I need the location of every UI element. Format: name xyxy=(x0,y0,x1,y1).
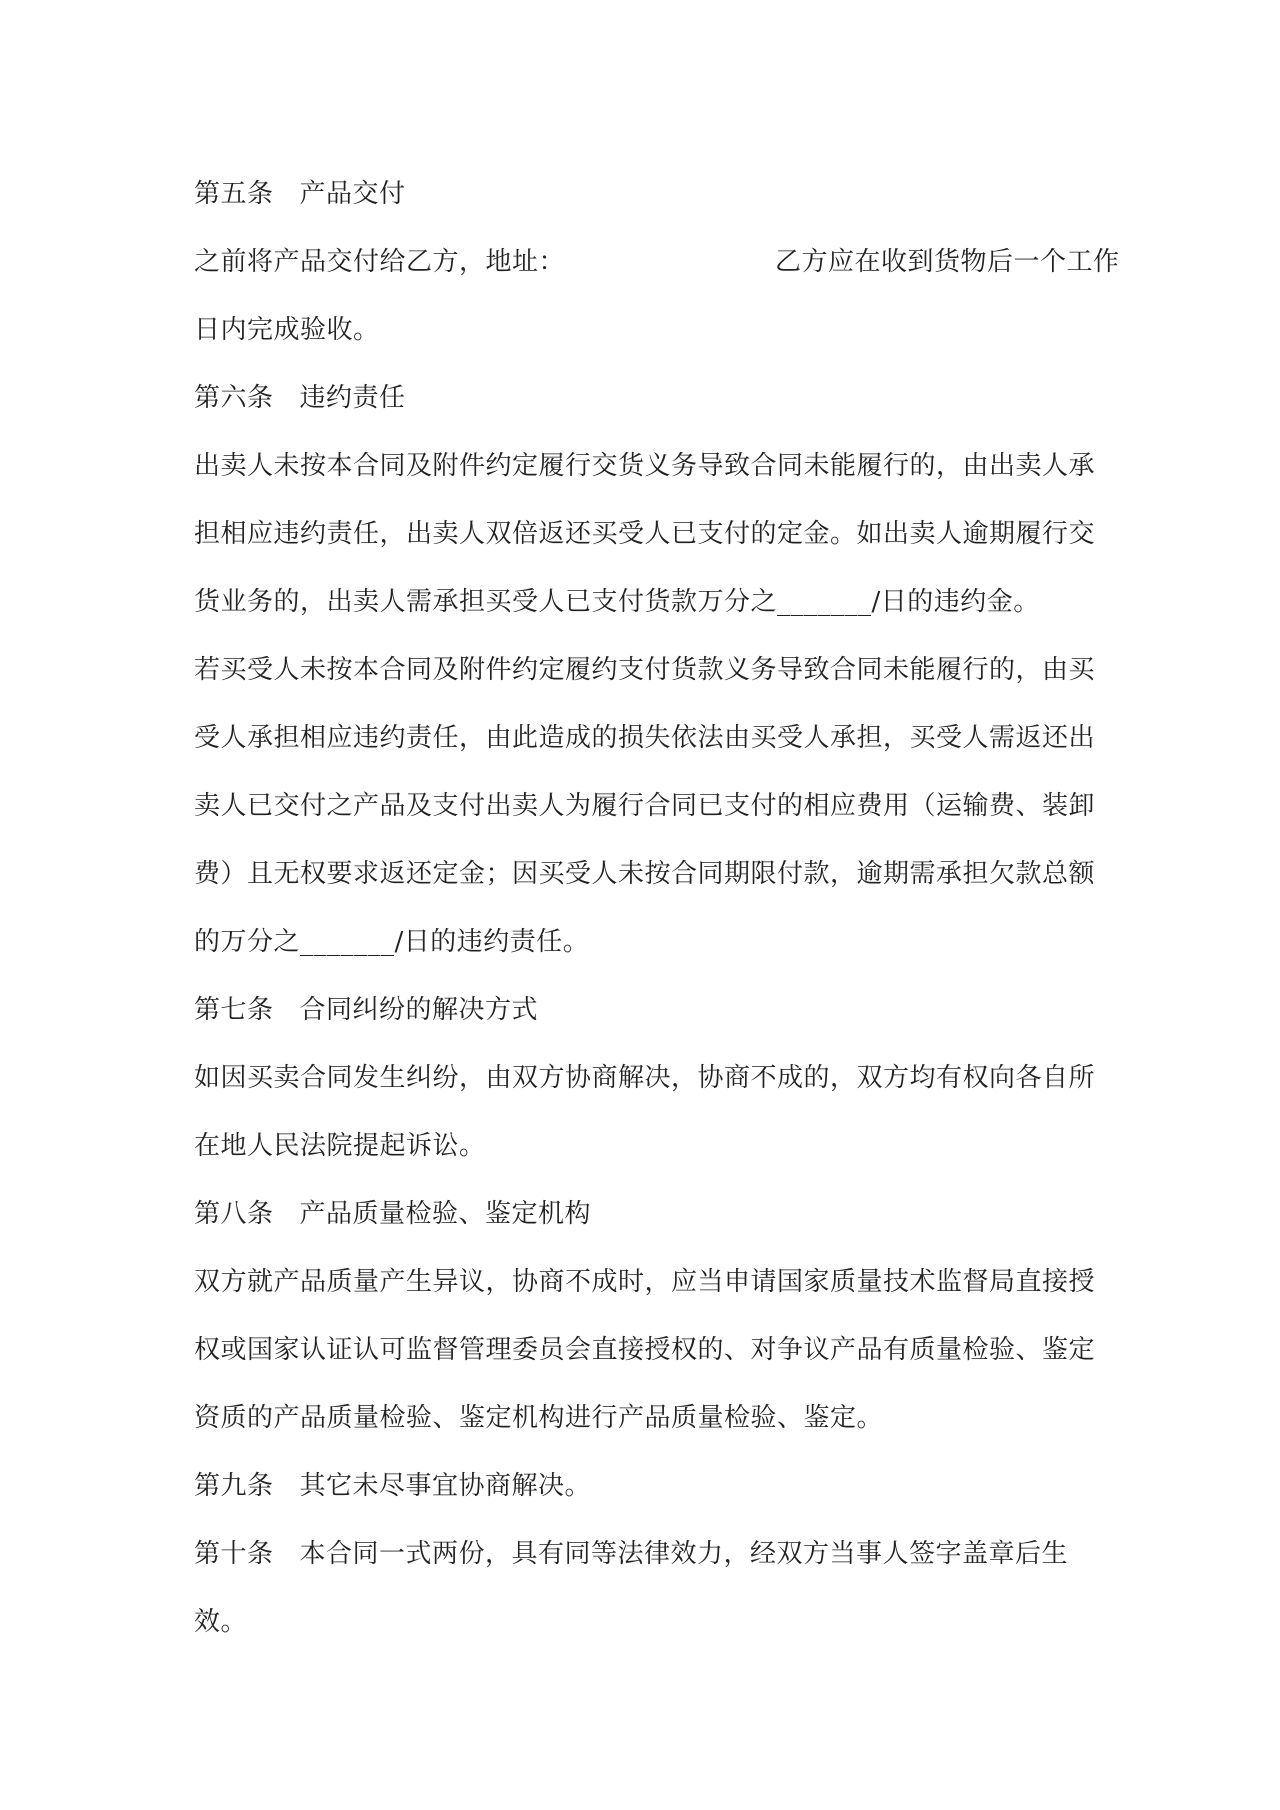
article-6-p1-line-1: 出卖人未按本合同及附件约定履行交货义务导致合同未能履行的，由出卖人承 xyxy=(194,451,1096,481)
article-5-number: 第五条 xyxy=(194,179,274,209)
article-7-line-2: 在地人民法院提起诉讼。 xyxy=(194,1131,486,1161)
article-6-p2-line-2: 受人承担相应违约责任，由此造成的损失依法由买受人承担，买受人需返还出 xyxy=(194,723,1096,753)
article-6-p2-line-3: 卖人已交付之产品及支付出卖人为履行合同已支付的相应费用（运输费、装卸 xyxy=(194,791,1096,821)
contract-body xyxy=(194,160,1120,1656)
article-8-line-3: 资质的产品质量检验、鉴定机构进行产品质量检验、鉴定。 xyxy=(194,1403,884,1433)
article-6-number: 第六条 xyxy=(194,383,274,413)
article-5-line-1-a: 之前将产品交付给乙方，地址： xyxy=(194,247,566,277)
article-9-number: 第九条 xyxy=(194,1471,274,1501)
article-7-title: 合同纠纷的解决方式 xyxy=(299,995,539,1025)
article-9-title: 其它未尽事宜协商解决。 xyxy=(299,1471,592,1501)
article-5-line-1-b: 乙方应在收到货物后一个工作 xyxy=(775,247,1120,277)
article-5-line-1 xyxy=(194,228,1120,296)
article-6-p2-line-5: 的万分之_______/日的违约责任。 xyxy=(194,927,590,957)
article-7-number: 第七条 xyxy=(194,995,274,1025)
article-5-title: 产品交付 xyxy=(299,179,406,209)
article-6-p2-line-4: 费）且无权要求返还定金；因买受人未按合同期限付款，逾期需承担欠款总额 xyxy=(194,859,1096,889)
article-8-line-1: 双方就产品质量产生异议，协商不成时，应当申请国家质量技术监督局直接授 xyxy=(194,1267,1096,1297)
article-8-heading xyxy=(194,1180,1094,1248)
article-8-line-2: 权或国家认证认可监督管理委员会直接授权的、对争议产品有质量检验、鉴定 xyxy=(194,1335,1096,1365)
article-10-title: 本合同一式两份，具有同等法律效力，经双方当事人签字盖章后生 xyxy=(299,1539,1069,1569)
article-10-number: 第十条 xyxy=(194,1539,274,1569)
article-6-p1-line-3: 货业务的，出卖人需承担买受人已支付货款万分之_______/日的违约金。 xyxy=(194,587,1040,617)
article-9-heading xyxy=(194,1452,1094,1520)
article-8-title: 产品质量检验、鉴定机构 xyxy=(299,1199,592,1229)
article-6-title: 违约责任 xyxy=(299,383,406,413)
article-5-heading xyxy=(194,160,1094,228)
article-8-number: 第八条 xyxy=(194,1199,274,1229)
article-6-p2-line-1: 若买受人未按本合同及附件约定履约支付货款义务导致合同未能履行的，由买 xyxy=(194,655,1096,685)
article-6-p1-line-2: 担相应违约责任，出卖人双倍返还买受人已支付的定金。如出卖人逾期履行交 xyxy=(194,519,1096,549)
article-6-heading xyxy=(194,364,1094,432)
article-10-heading xyxy=(194,1520,1094,1588)
article-10-line-2: 效。 xyxy=(194,1607,248,1637)
article-7-heading xyxy=(194,976,1094,1044)
article-5-line-2: 日内完成验收。 xyxy=(194,315,380,345)
article-7-line-1: 如因买卖合同发生纠纷，由双方协商解决，协商不成的，双方均有权向各自所 xyxy=(194,1063,1096,1093)
